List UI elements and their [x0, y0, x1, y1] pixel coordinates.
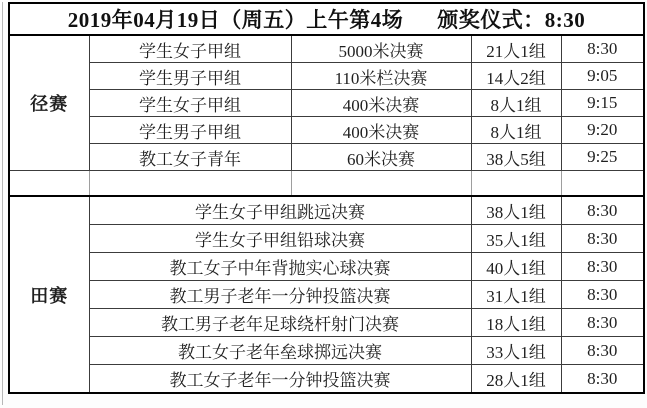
table-row — [9, 35, 644, 63]
category-cell-track: 径赛 — [9, 35, 89, 171]
time-cell: 8:30 — [561, 365, 644, 394]
participants-cell: 8人1组 — [471, 90, 561, 117]
event-cell: 400米决赛 — [291, 117, 471, 144]
group-cell: 教工女子青年 — [89, 144, 291, 171]
spacer-cell — [89, 171, 291, 197]
page-edge-divider — [2, 2, 3, 405]
participants-cell: 8人1组 — [471, 117, 561, 144]
participants-cell: 33人1组 — [471, 337, 561, 365]
event-cell: 教工男子老年足球绕杆射门决赛 — [89, 309, 471, 337]
table-row — [9, 117, 644, 144]
participants-cell: 18人1组 — [471, 309, 561, 337]
time-cell: 9:25 — [561, 144, 644, 171]
table-row — [9, 253, 644, 281]
table-row — [9, 365, 644, 394]
time-cell: 9:20 — [561, 117, 644, 144]
title-ceremony-time: 颁奖仪式：8:30 — [437, 8, 586, 32]
spacer-cell — [471, 171, 561, 197]
spacer-cell — [561, 171, 644, 197]
participants-cell: 31人1组 — [471, 281, 561, 309]
participants-cell: 21人1组 — [471, 35, 561, 63]
table-row — [9, 281, 644, 309]
participants-cell: 14人2组 — [471, 63, 561, 90]
time-cell: 9:15 — [561, 90, 644, 117]
table-row — [9, 63, 644, 90]
event-cell: 110米栏决赛 — [291, 63, 471, 90]
group-cell: 学生女子甲组 — [89, 90, 291, 117]
time-cell: 9:05 — [561, 63, 644, 90]
title-cell — [9, 3, 644, 35]
event-cell: 教工女子中年背抛实心球决赛 — [89, 253, 471, 281]
participants-cell: 38人1组 — [471, 196, 561, 225]
table-row — [9, 196, 644, 225]
event-cell: 5000米决赛 — [291, 35, 471, 63]
group-cell: 学生男子甲组 — [89, 63, 291, 90]
event-cell: 学生女子甲组铅球决赛 — [89, 225, 471, 253]
participants-cell: 38人5组 — [471, 144, 561, 171]
table-row — [9, 144, 644, 171]
table-row — [9, 225, 644, 253]
event-cell: 教工男子老年一分钟投篮决赛 — [89, 281, 471, 309]
time-cell: 8:30 — [561, 35, 644, 63]
event-cell: 60米决赛 — [291, 144, 471, 171]
spacer-cell — [9, 171, 89, 197]
participants-cell: 28人1组 — [471, 365, 561, 394]
event-cell: 学生女子甲组跳远决赛 — [89, 196, 471, 225]
time-cell: 8:30 — [561, 225, 644, 253]
time-cell: 8:30 — [561, 281, 644, 309]
group-cell: 学生男子甲组 — [89, 117, 291, 144]
time-cell: 8:30 — [561, 196, 644, 225]
table-row — [9, 309, 644, 337]
event-cell: 400米决赛 — [291, 90, 471, 117]
spacer-cell — [291, 171, 471, 197]
time-cell: 8:30 — [561, 337, 644, 365]
category-cell-field: 田赛 — [9, 196, 89, 393]
participants-cell: 40人1组 — [471, 253, 561, 281]
event-cell: 教工女子老年垒球掷远决赛 — [89, 337, 471, 365]
group-cell: 学生女子甲组 — [89, 35, 291, 63]
time-cell: 8:30 — [561, 309, 644, 337]
schedule-table — [8, 2, 645, 394]
title-date-session: 2019年04月19日（周五）上午第4场 — [67, 8, 404, 32]
spacer-row — [9, 171, 644, 197]
participants-cell: 35人1组 — [471, 225, 561, 253]
table-row — [9, 337, 644, 365]
event-cell: 教工女子老年一分钟投篮决赛 — [89, 365, 471, 394]
table-row — [9, 90, 644, 117]
schedule-title — [12, 4, 641, 34]
title-row — [9, 3, 644, 35]
time-cell: 8:30 — [561, 253, 644, 281]
